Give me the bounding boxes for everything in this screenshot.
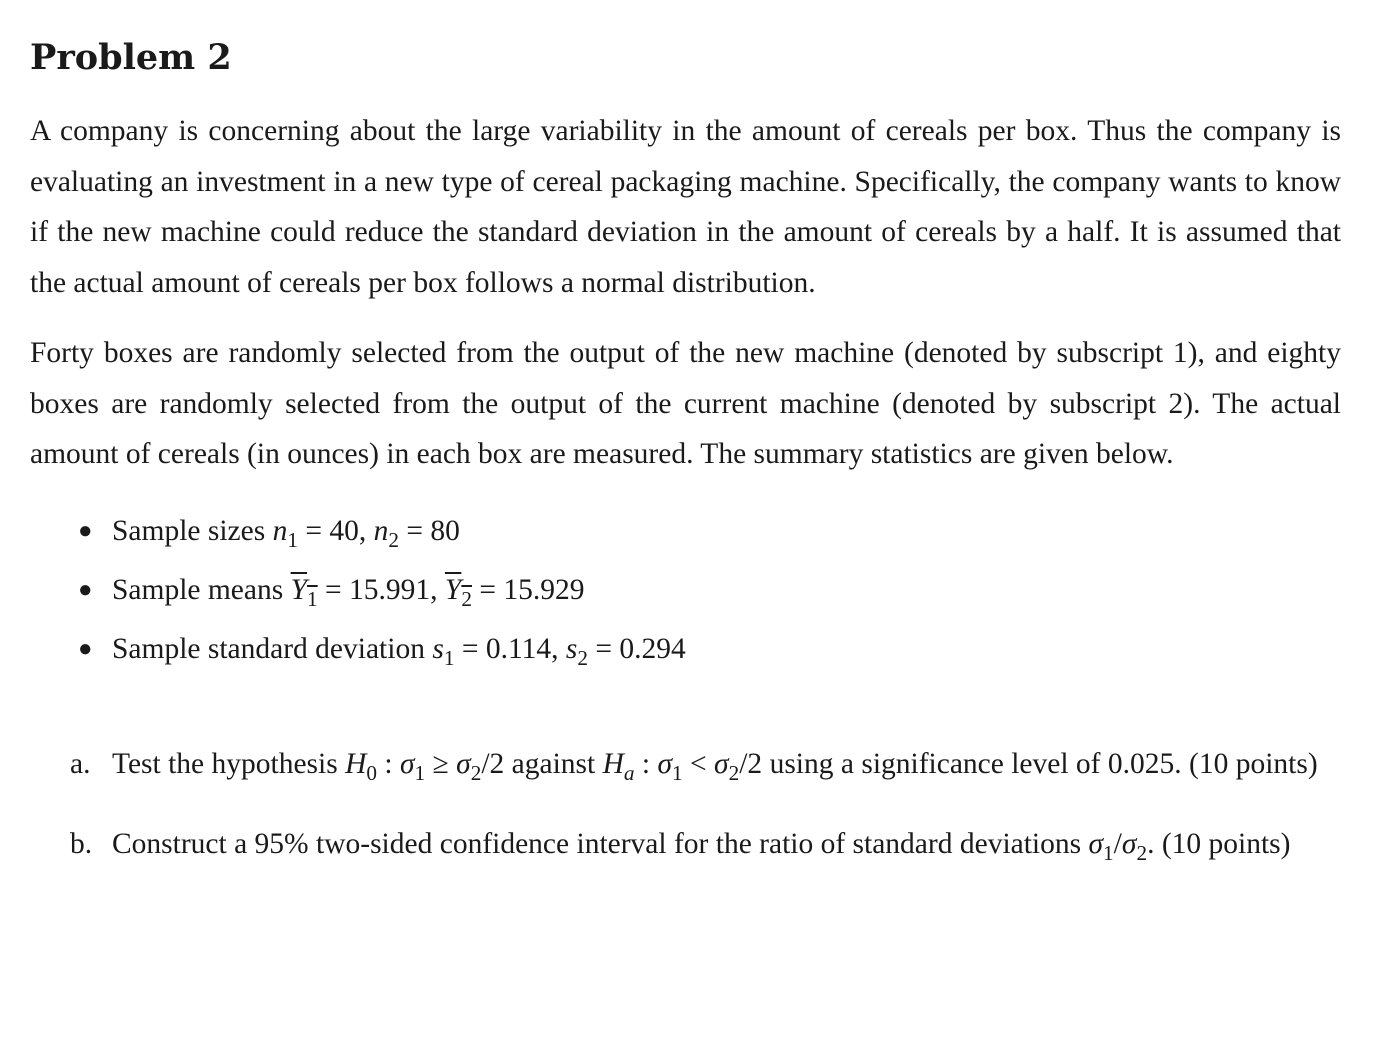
n1-value: 40 <box>329 514 359 547</box>
alternative-hypothesis: $H_a$ : $\sigma_1 < \sigma_2/2$ <box>602 748 763 786</box>
intro-paragraph: A company is concerning about the large variability in the amount of cereals per box. Thus the company is evaluating an investment in a new type of cereal packaging machine. Specifically, the company wants to know if the new machine could reduce the standard deviation in the amount of cereals by a half. It is assumed that the actual amount of cereals per box follows a normal distribution. <box>30 115 1341 299</box>
s2-value: 0.294 <box>619 633 686 666</box>
summary-statistics-list <box>30 506 1341 684</box>
bullet-dot-icon: ● <box>78 576 93 603</box>
sd-ratio: $\sigma_1/\sigma_2$ <box>1088 827 1148 865</box>
problem-title: Problem 2 <box>30 37 232 78</box>
question-b <box>70 819 1341 878</box>
s1-value: 0.114 <box>485 633 552 666</box>
question-a <box>70 739 1341 798</box>
list-item-sample-means: ● Sample means $Y_1 = 15.991$, $Y_2 = 15.929$ <box>78 565 1341 624</box>
question-a-marker: a. <box>70 748 91 781</box>
bullet-dot-icon: ● <box>78 517 93 544</box>
question-a-tail: using a significance level of 0.025. (10 points) <box>769 748 1318 781</box>
questions-list <box>30 739 1341 878</box>
sample-paragraph: Forty boxes are randomly selected from the output of the new machine (denoted by subscript 1), and eighty boxes are randomly selected from the output of the current machine (denoted by subscript 2). The actual amount of cereals (in ounces) in each box are measured. The summary statistics are given below. <box>30 337 1341 470</box>
n2-value: 80 <box>430 514 460 547</box>
list-item-sample-sd: ● Sample standard deviation $s_1 = 0.114$, $s_2 = 0.294$ <box>78 624 1341 683</box>
y1-value: 15.991 <box>349 573 431 606</box>
sample-means-label: Sample means <box>112 573 284 606</box>
list-item-sample-sizes: ● Sample sizes $n_1 = 40$, $n_2 = 80$ <box>78 506 1341 565</box>
question-b-lead: Construct a 95% two-sided confidence interval for the ratio of standard deviations <box>112 827 1082 860</box>
question-a-lead: Test the hypothesis <box>112 748 338 781</box>
question-a-middle: against <box>511 748 596 781</box>
question-b-marker: b. <box>70 827 93 860</box>
sample-sizes-label: Sample sizes <box>112 514 266 547</box>
sample-sd-label: Sample standard deviation <box>112 633 425 666</box>
null-hypothesis: $H_0$ : $\sigma_1 \ge \sigma_2/2$ <box>345 748 505 786</box>
bullet-dot-icon: ● <box>78 636 93 663</box>
y2-value: 15.929 <box>503 573 585 606</box>
question-b-tail: . (10 points) <box>1147 827 1291 860</box>
